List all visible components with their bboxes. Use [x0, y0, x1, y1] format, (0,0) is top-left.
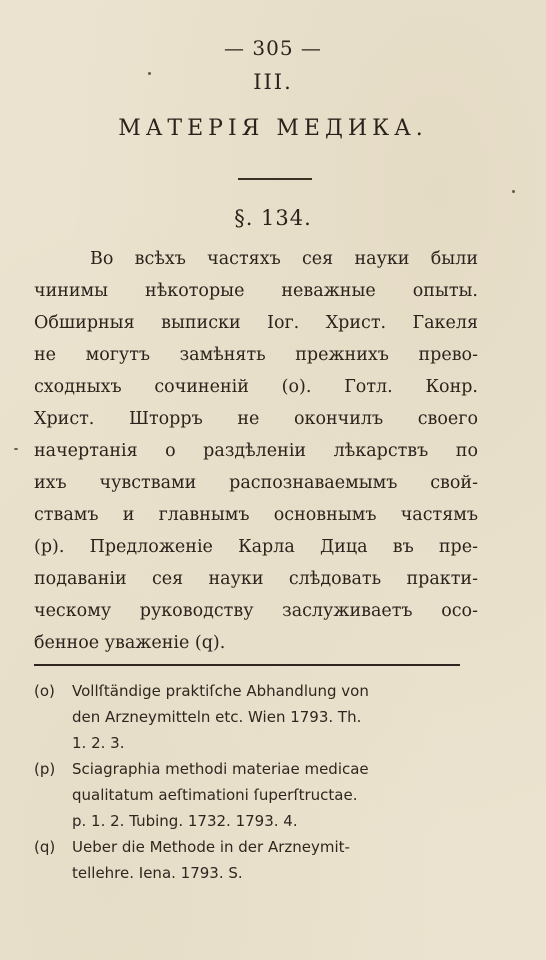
body-line: ствамъ и главнымъ основнымъ частямъ [34, 505, 478, 525]
section-number: III. [253, 70, 293, 94]
footnote-line: Sciagraphia methodi materiae medicae [72, 760, 369, 778]
paper-speck [512, 190, 515, 193]
body-line: Обширныя выписки Іог. Христ. Гакеля [34, 313, 478, 333]
footnote-line: qualitatum aeſtimationi ſuperſtructae. [72, 786, 358, 804]
footnote-p [34, 756, 474, 782]
body-line: (p). Предложеніе Карла Дица въ пре- [34, 537, 478, 557]
footnote-line: p. 1. 2. Tubing. 1732. 1793. 4. [72, 812, 298, 830]
footnote-divider [34, 664, 460, 666]
body-line: ихъ чувствами распознаваемымъ свой- [34, 473, 478, 493]
body-line: чинимы нѣкоторые неважные опыты. [34, 281, 478, 301]
body-line: подаваніи сея науки слѣдовать практи- [34, 569, 478, 589]
page-number: — 305 — [224, 36, 322, 60]
paper-speck [14, 448, 18, 450]
body-line: бенное уваженіе (q). [34, 633, 226, 653]
body-line: сходныхъ сочиненій (o). Готл. Конр. [34, 377, 478, 397]
body-line: Христ. Шторръ не окончилъ своего [34, 409, 478, 429]
paragraph-number: §. 134. [234, 206, 312, 230]
footnote-line: tellehre. Iena. 1793. S. [72, 864, 243, 882]
body-line: Во всѣхъ частяхъ сея науки были [90, 249, 478, 269]
body-line: не могутъ замѣнять прежнихъ прево- [34, 345, 478, 365]
footnote-q [34, 834, 474, 860]
footnote-line: Ueber die Methode in der Arzneymit- [72, 838, 350, 856]
title-divider [238, 178, 312, 180]
footnote-mark: (q) [34, 838, 56, 856]
footnote-line: Vollſtändige praktiſche Abhandlung von [72, 682, 369, 700]
footnotes [34, 678, 474, 886]
footnote-o [34, 678, 474, 704]
body-line: начертанія о раздѣленіи лѣкарствъ по [34, 441, 478, 461]
footnote-mark: (o) [34, 682, 55, 700]
section-title: МАТЕРІЯ МЕДИКА. [118, 116, 428, 141]
body-line: ческому руководству заслуживаетъ осо- [34, 601, 478, 621]
footnote-line: 1. 2. 3. [72, 734, 125, 752]
footnote-line: den Arzneymitteln etc. Wien 1793. Th. [72, 708, 362, 726]
body-paragraph [34, 243, 478, 659]
footnote-mark: (p) [34, 760, 56, 778]
